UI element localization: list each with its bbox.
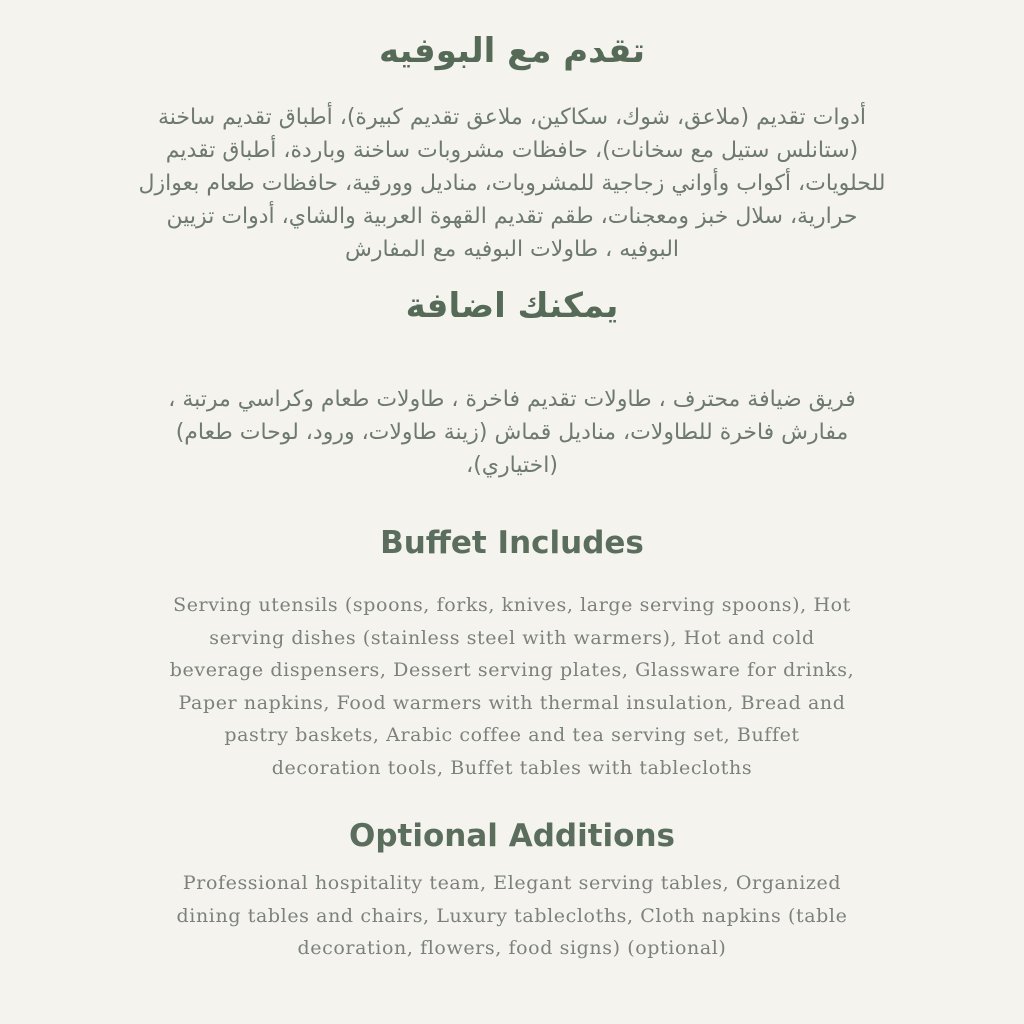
arabic-title: تقدم مع البوفيه xyxy=(378,31,646,71)
arabic-additions-title: يمكنك اضافة xyxy=(405,286,619,326)
english-body-block xyxy=(0,589,1024,784)
english-body: Serving utensils (spoons, forks, knives, large serving spoons), Hot serving dishes (stainless steel with warmers), Hot and cold beverage dispensers, Dessert serving plates, Glassware for drinks, Paper napkins, Food warmers with thermal insulation, Bread and pastry baskets, Arabic coffee and tea serving set, Buffet decoration tools, Buffet tables with tablecloths xyxy=(169,594,855,779)
english-title: Buffet Includes xyxy=(380,525,644,561)
english-title-block xyxy=(0,523,1024,563)
arabic-body: أدوات تقديم (ملاعق، شوك، سكاكين، ملاعق تقديم كبيرة)، أطباق تقديم ساخنة (ستانلس ستيل مع سخانات)، حافظات مشروبات ساخنة وباردة، أطباق تقديم للحلويات، أكواب وأواني زجاجية للمشروبات، مناديل وورقية، حافظات طعام بعوازل حرارية، سلال خبز ومعجنات، طقم تقديم القهوة العربية والشاي، أدوات تزيين البوفيه ، طاولات البوفيه مع المفارش xyxy=(138,105,886,262)
arabic-additions-title-block xyxy=(0,284,1024,328)
arabic-additions-body: فريق ضيافة محترف ، طاولات تقديم فاخرة ، طاولات طعام وكراسي مرتبة ، مفارش فاخرة للطاولات، مناديل قماش (زينة طاولات، ورود، لوحات طعام) (اختياري)، xyxy=(168,387,856,478)
arabic-additions-body-block xyxy=(0,383,1024,482)
arabic-body-block xyxy=(0,101,1024,266)
english-additions-title-block xyxy=(0,816,1024,856)
english-additions-body: Professional hospitality team, Elegant serving tables, Organized dining tables and chairs, Luxury tablecloths, Cloth napkins (table decoration, flowers, food signs) (optional) xyxy=(176,872,848,959)
english-additions-title: Optional Additions xyxy=(349,818,675,854)
english-additions-body-block xyxy=(0,867,1024,965)
arabic-title-block xyxy=(0,29,1024,73)
